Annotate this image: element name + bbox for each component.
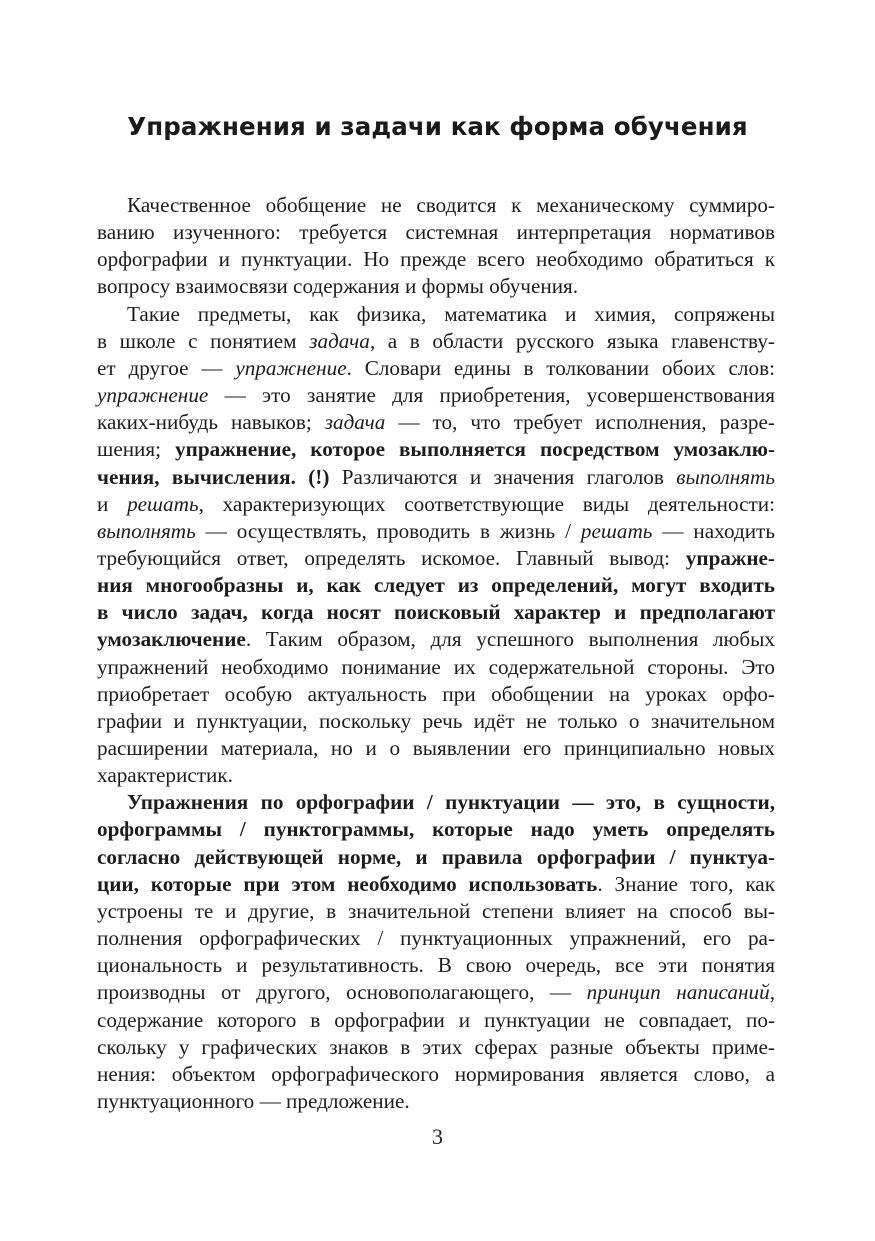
text-run: — осуществлять, проводить в жизнь / xyxy=(195,518,581,543)
text-run: содержание которого в орфографии и пунктуации не совпадает, по- xyxy=(97,1007,775,1032)
text-line xyxy=(97,380,775,410)
text-run: требующийся ответ, определять искомое. Главный вывод: xyxy=(97,546,686,570)
text-line xyxy=(97,652,775,682)
text-line xyxy=(97,923,775,953)
text-run: , xyxy=(769,980,775,1005)
text-line xyxy=(97,733,775,763)
bold-run: упражне- xyxy=(685,546,775,570)
italic-run: упражнение xyxy=(235,355,347,380)
text-line xyxy=(127,190,775,220)
bold-run: умозаключение xyxy=(97,627,246,652)
text-run: — находить xyxy=(652,518,775,543)
text-run: — то, что требует исполнения, разре- xyxy=(385,410,775,435)
text-run: производны от другого, основополагающего, — xyxy=(97,980,587,1005)
text-line xyxy=(97,516,775,546)
text-line xyxy=(97,326,775,356)
page-number: 3 xyxy=(432,1124,443,1149)
text-line xyxy=(97,1005,775,1035)
text-line xyxy=(97,842,775,872)
italic-run: решать xyxy=(127,491,199,516)
text-line xyxy=(97,814,775,844)
text-line xyxy=(127,299,775,329)
text-run: расширении материала, но и о выявлении его принципиально новых xyxy=(97,736,775,760)
text-line xyxy=(97,271,775,301)
text-run: , характеризующих соответствующие виды деятельности: xyxy=(198,491,775,516)
text-line xyxy=(97,462,775,492)
text-line xyxy=(97,760,775,790)
text-run: , а в области русского языка главенству- xyxy=(369,328,775,353)
text-run: ванию изученного: требуется системная интерпретация нормативов xyxy=(97,220,775,245)
text-line xyxy=(97,624,775,654)
text-line xyxy=(97,950,775,980)
italic-run: задача xyxy=(309,328,370,353)
text-line xyxy=(97,1032,775,1062)
italic-run: выполнять xyxy=(676,464,775,489)
text-line xyxy=(97,896,775,926)
text-line xyxy=(97,706,775,736)
text-run: циональность и результативность. В свою очередь, все эти понятия xyxy=(97,953,775,978)
text-run: характеристик. xyxy=(97,763,233,788)
text-line xyxy=(97,570,775,600)
chapter-title: Упражнения и задачи как форма обучения xyxy=(127,112,748,141)
bold-run: Упражнения по орфографии / пунктуации — это, в сущности, xyxy=(127,790,775,815)
italic-run: решать xyxy=(580,518,653,543)
text-run: каких-нибудь навыков; xyxy=(97,410,325,435)
text-run: в школе с понятием xyxy=(97,328,310,353)
text-run: Качественное обобщение не сводится к механическому суммиро- xyxy=(127,193,775,217)
text-run: нения: объектом орфографического нормирования является слово, а xyxy=(97,1061,775,1086)
italic-run: принцип написаний xyxy=(586,980,770,1005)
text-line xyxy=(97,597,775,627)
text-run: скольку у графических знаков в этих сферах разные объекты приме- xyxy=(97,1034,775,1059)
text-line xyxy=(97,869,775,899)
text-run: орфографии и пунктуации. Но прежде всего необходимо обратиться к xyxy=(97,247,775,272)
text-line xyxy=(97,353,775,383)
text-line xyxy=(97,434,775,464)
italic-run: выполнять xyxy=(97,518,196,543)
text-line xyxy=(97,1086,775,1116)
text-line xyxy=(97,217,775,247)
text-line xyxy=(127,787,775,817)
text-run: пунктуационного — предложение. xyxy=(97,1088,410,1113)
text-run: . Словари едины в толковании обоих слов: xyxy=(346,355,775,380)
bold-run: орфограммы / пунктограммы, которые надо уметь определять xyxy=(97,817,775,842)
bold-run: упражнение, которое выполняется посредством умозаклю- xyxy=(175,437,776,462)
text-line xyxy=(97,543,775,573)
text-run: полнения орфографических / пунктуационных упражнений, его ра- xyxy=(97,926,775,950)
bold-run: ции, которые при этом необходимо использовать xyxy=(97,871,598,896)
text-run: устроены те и другие, в значительной степени влияет на способ вы- xyxy=(97,898,775,923)
text-run: . Знание того, как xyxy=(597,871,775,896)
text-line xyxy=(97,679,775,709)
text-run: упражнений необходимо понимание их содержательной стороны. Это xyxy=(97,654,775,679)
bold-run: ния многообразны и, как следует из определений, могут входить xyxy=(97,573,775,598)
italic-run: упражнение xyxy=(97,383,209,407)
text-run: Различаются и значения глаголов xyxy=(329,464,677,489)
text-run: Такие предметы, как физика, математика и химия, сопряжены xyxy=(127,301,775,326)
text-run: и xyxy=(97,491,128,516)
text-run: . Таким образом, для успешного выполнения любых xyxy=(245,627,775,652)
bold-run: в число задач, когда носят поисковый характер и предполагают xyxy=(97,600,775,625)
text-line xyxy=(97,244,775,274)
text-run: графии и пунктуации, поскольку речь идёт не только о значительном xyxy=(97,708,775,733)
text-line xyxy=(97,977,775,1007)
text-run: ет другое — xyxy=(97,355,236,380)
text-line xyxy=(97,1059,775,1089)
text-line xyxy=(97,407,775,437)
italic-run: задача xyxy=(324,410,386,435)
text-run: — это занятие для приобретения, усовершенствования xyxy=(208,383,775,407)
text-run: шения; xyxy=(97,437,176,462)
text-line xyxy=(97,489,775,519)
bold-run: согласно действующей норме, и правила орфографии / пунктуа- xyxy=(97,844,775,869)
text-run: приобретает особую актуальность при обобщении на уроках орфо- xyxy=(97,681,775,706)
text-run: вопросу взаимосвязи содержания и формы обучения. xyxy=(97,274,579,299)
bold-run: чения, вычисления. (!) xyxy=(97,464,330,489)
